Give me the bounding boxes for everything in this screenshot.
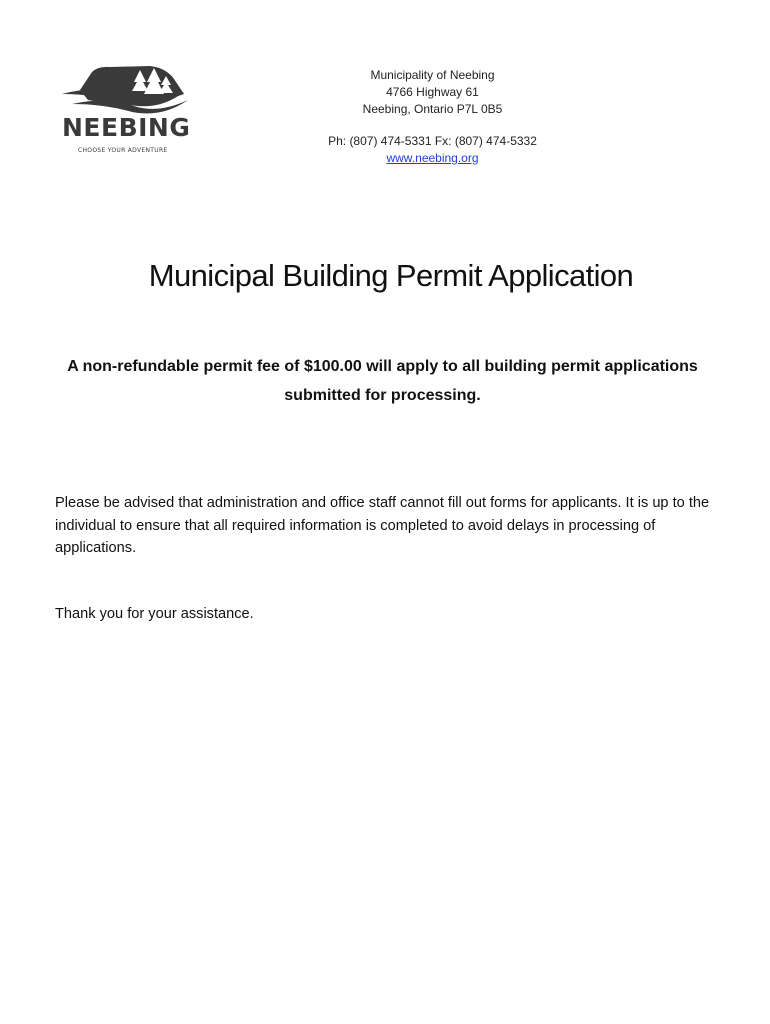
address-block [290, 67, 575, 167]
logo-wordmark: NEEBING [62, 113, 191, 142]
phone-fax: Ph: (807) 474-5331 Fx: (807) 474-5332 [328, 134, 537, 148]
website-link[interactable]: www.neebing.org [386, 151, 479, 165]
document-title: Municipal Building Permit Application [148, 258, 634, 293]
advisory-paragraph: Please be advised that administration and office staff cannot fill out forms for applicants. It is up to the individual to ensure that all required information is completed to avoid delays in processing of applications. [55, 495, 710, 556]
mountain-trees-icon [58, 60, 203, 115]
street-address: 4766 Highway 61 [386, 85, 479, 99]
organization-name: Municipality of Neebing [370, 68, 495, 82]
fee-notice: A non-refundable permit fee of $100.00 will apply to all building permit applications submitted for processing. [67, 358, 698, 404]
neebing-logo [58, 60, 203, 160]
city-line: Neebing, Ontario P7L 0B5 [362, 102, 503, 116]
logo-tagline: CHOOSE YOUR ADVENTURE [78, 147, 168, 154]
thank-you-line: Thank you for your assistance. [55, 606, 254, 622]
